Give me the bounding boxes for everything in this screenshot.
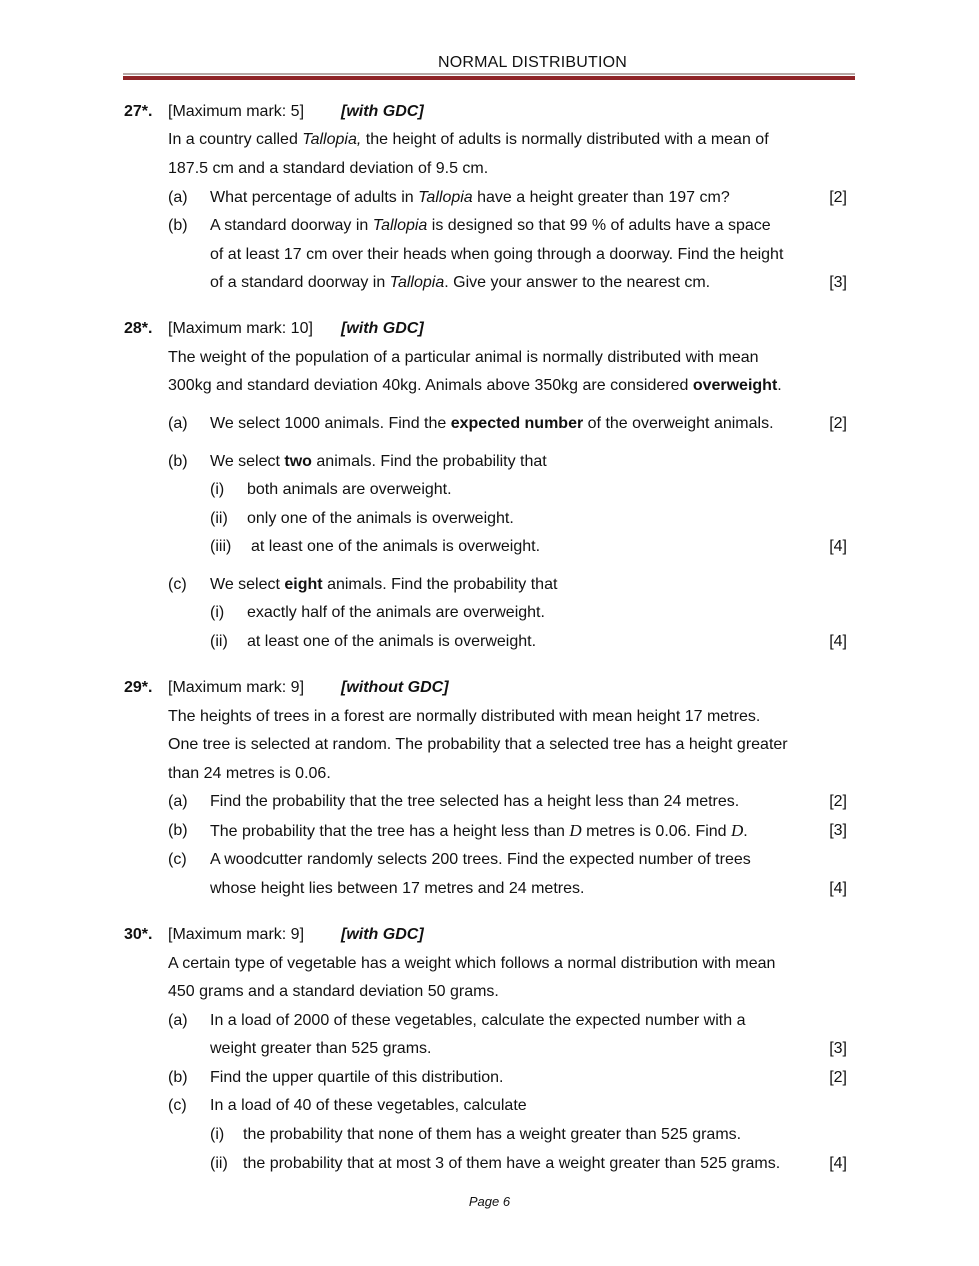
subpart-text: at least one of the animals is overweight. (247, 633, 537, 650)
question-intro: The weight of the population of a particular animal is normally distributed with mean (168, 349, 759, 366)
part-text: In a load of 2000 of these vegetables, calculate the expected number with a (210, 1012, 746, 1029)
question-number: 27*. (124, 103, 153, 120)
part-label: (a) (168, 415, 188, 432)
part-text: of at least 17 cm over their heads when going through a doorway. Find the height (210, 246, 784, 263)
question-number: 29*. (124, 679, 153, 696)
marks: [2] (829, 415, 847, 432)
part-label: (c) (168, 851, 187, 868)
subpart-text: only one of the animals is overweight. (247, 510, 514, 527)
question-intro: than 24 metres is 0.06. (168, 765, 331, 782)
part-label: (b) (168, 822, 188, 839)
question-intro: In a country called Tallopia, the height of adults is normally distributed with a mean of (168, 131, 769, 148)
part-text: The probability that the tree has a height less than D metres is 0.06. Find D. (210, 821, 748, 840)
subpart-label: (i) (210, 604, 225, 621)
part-text: of a standard doorway in Tallopia. Give your answer to the nearest cm. (210, 274, 711, 291)
gdc-note: [with GDC] (341, 320, 424, 337)
subpart-text: at least one of the animals is overweight. (251, 538, 541, 555)
part-text: whose height lies between 17 metres and 24 metres. (210, 880, 585, 897)
part-label: (c) (168, 576, 187, 593)
part-text: We select two animals. Find the probability that (210, 453, 547, 470)
marks: [2] (829, 189, 847, 206)
part-text: We select 1000 animals. Find the expected number of the overweight animals. (210, 415, 774, 432)
subpart-label: (ii) (210, 1155, 228, 1172)
marks: [4] (829, 880, 847, 897)
subpart-label: (i) (210, 481, 225, 498)
marks: [2] (829, 793, 847, 810)
part-label: (b) (168, 1069, 188, 1086)
max-mark: [Maximum mark: 9] (168, 926, 305, 943)
header-rule-thin (123, 73, 855, 75)
part-text: Find the upper quartile of this distribution. (210, 1069, 504, 1086)
marks: [3] (829, 274, 847, 291)
part-text: What percentage of adults in Tallopia have a height greater than 197 cm? (210, 189, 730, 206)
question-intro: 450 grams and a standard deviation 50 grams. (168, 983, 499, 1000)
question-intro: The heights of trees in a forest are normally distributed with mean height 17 metres. (168, 708, 761, 725)
part-text: A woodcutter randomly selects 200 trees. Find the expected number of trees (210, 851, 751, 868)
header-rule-thick (123, 76, 855, 80)
part-label: (a) (168, 1012, 188, 1029)
subpart-text: exactly half of the animals are overweight. (247, 604, 545, 621)
question-intro: A certain type of vegetable has a weight which follows a normal distribution with mean (168, 955, 776, 972)
part-text: weight greater than 525 grams. (210, 1040, 432, 1057)
part-label: (c) (168, 1097, 187, 1114)
marks: [4] (829, 538, 847, 555)
max-mark: [Maximum mark: 5] (168, 103, 305, 120)
marks: [2] (829, 1069, 847, 1086)
subpart-label: (ii) (210, 633, 228, 650)
question-number: 28*. (124, 320, 153, 337)
subpart-text: the probability that none of them has a weight greater than 525 grams. (243, 1126, 742, 1143)
marks: [3] (829, 822, 847, 839)
part-text: In a load of 40 of these vegetables, calculate (210, 1097, 527, 1114)
part-text: A standard doorway in Tallopia is designed so that 99 % of adults have a space (210, 217, 771, 234)
question-number: 30*. (124, 926, 153, 943)
page-header-title: NORMAL DISTRIBUTION (438, 54, 627, 71)
part-text: Find the probability that the tree selected has a height less than 24 metres. (210, 793, 740, 810)
subpart-label: (iii) (210, 538, 232, 555)
gdc-note: [with GDC] (341, 103, 424, 120)
subpart-text: both animals are overweight. (247, 481, 452, 498)
max-mark: [Maximum mark: 9] (168, 679, 305, 696)
page-number: Page 6 (468, 1194, 511, 1209)
gdc-note: [without GDC] (341, 679, 449, 696)
question-intro: 187.5 cm and a standard deviation of 9.5 cm. (168, 160, 489, 177)
part-text: We select eight animals. Find the probability that (210, 576, 558, 593)
marks: [4] (829, 1155, 847, 1172)
marks: [3] (829, 1040, 847, 1057)
subpart-label: (ii) (210, 510, 228, 527)
max-mark: [Maximum mark: 10] (168, 320, 313, 337)
subpart-label: (i) (210, 1126, 225, 1143)
part-label: (b) (168, 217, 188, 234)
part-label: (a) (168, 793, 188, 810)
gdc-note: [with GDC] (341, 926, 424, 943)
part-label: (a) (168, 189, 188, 206)
question-intro: One tree is selected at random. The probability that a selected tree has a height greater (168, 736, 788, 753)
part-label: (b) (168, 453, 188, 470)
marks: [4] (829, 633, 847, 650)
subpart-text: the probability that at most 3 of them have a weight greater than 525 grams. (243, 1155, 781, 1172)
question-intro: 300kg and standard deviation 40kg. Animals above 350kg are considered overweight. (168, 377, 782, 394)
